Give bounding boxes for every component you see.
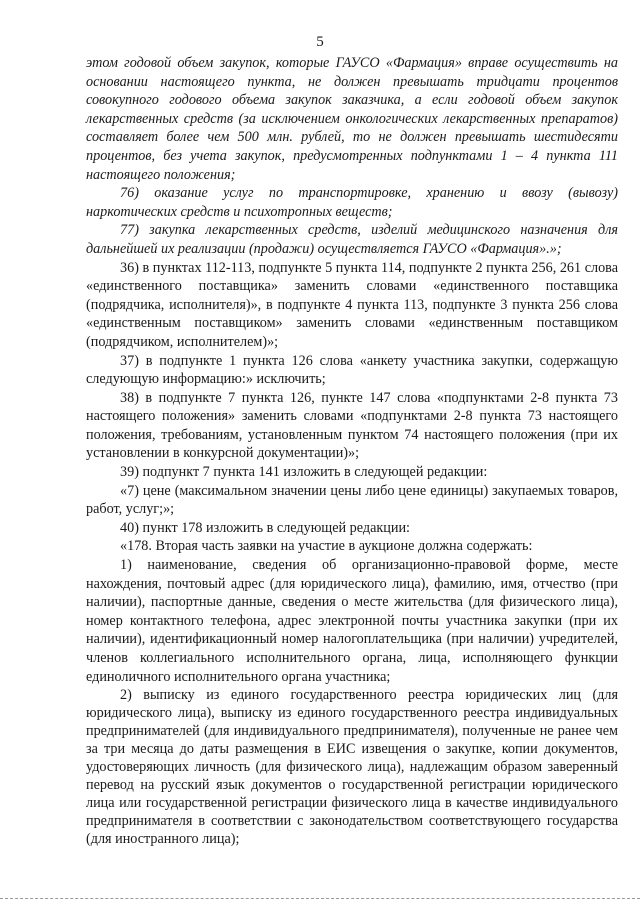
paragraph-178-item-1: 1) наименование, сведения об организационно-правовой форме, месте нахождения, почтовый адрес (для юридического лица), фамилию, имя, отчество (при наличии), паспортные данные, сведения о месте жительства (для физического лица), номер контактного телефона, адрес электронной почты участника закупки (при их наличии), идентификационный номер налогоплательщика (при наличии) учредителей, членов коллегиального исполнительного органа, лица, исполняющего функции единоличного исполнительного органа участника; (86, 557, 618, 685)
paragraph-75-continuation: этом годовой объем закупок, которые ГАУСО «Фармация» вправе осуществить на основании настоящего пункта, не должен превышать тридцати процентов совокупного годового объема закупок заказчика, а если годовой объем закупок лекарственных средств (за исключением онкологических лекарственных препаратов) составляет более чем 500 млн. рублей, то не должен превышать шестидесяти процентов, без учета закупок, предусмотренных подпунктами 1 – 4 пункта 111 настоящего положения; (86, 55, 618, 183)
paragraph-77: 77) закупка лекарственных средств, изделий медицинского назначения для дальнейшей их реализации (продажи) осуществляется ГАУСО «Фармация».»; (86, 222, 618, 257)
paragraph-178: «178. Вторая часть заявки на участие в аукционе должна содержать: (120, 538, 533, 555)
document-body (86, 54, 618, 848)
paragraph-37: 37) в подпункте 1 пункта 126 слова «анкету участника закупки, содержащую следующую информацию:» исключить; (86, 352, 618, 388)
page-bottom-edge (0, 898, 640, 899)
paragraph-39-text: «7) цене (максимальном значении цены либо цене единицы) закупаемых товаров, работ, услуг;»; (86, 482, 618, 518)
page-number: 5 (316, 34, 324, 50)
paragraph-178-item-2: 2) выписку из единого государственного реестра юридических лиц (для юридического лица), выписку из единого государственного реестра индивидуальных предпринимателей (для индивидуального предпринимателя), полученные не ранее чем за три месяца до даты размещения в ЕИС извещения о закупке, копии документов, удостоверяющих личность (для физического лица), надлежащим образом заверенный перевод на русский язык документов о государственной регистрации юридического лица или государственной регистрации физического лица в качестве индивидуального предпринимателя в соответствии с законодательством соответствующего государства (для иностранного лица); (86, 687, 618, 848)
paragraph-39: 39) подпункт 7 пункта 141 изложить в следующей редакции: (120, 464, 488, 481)
paragraph-76: 76) оказание услуг по транспортировке, хранению и ввозу (вывозу) наркотических средств и психотропных веществ; (86, 185, 618, 220)
paragraph-38: 38) в подпункте 7 пункта 126, пункте 147 слова «подпунктами 2-8 пункта 73 настоящего положения» заменить словами «подпунктами 2-8 пункта 73 настоящего положения, требованиям, установленным пунктом 74 настоящего положения (при их установлении в конкурсной документации)»; (86, 389, 618, 462)
paragraph-36: 36) в пунктах 112-113, подпункте 5 пункта 114, подпункте 2 пункта 256, 261 слова «единственного поставщика» заменить словами «единственного поставщика (подрядчика, исполнителя)», в подпункте 4 пункта 113, подпункте 3 пункта 256 слова «единственным поставщиком» заменить словами «единственным поставщиком (подрядчиком, исполнителем)»; (86, 259, 618, 350)
paragraph-40: 40) пункт 178 изложить в следующей редакции: (120, 519, 410, 536)
